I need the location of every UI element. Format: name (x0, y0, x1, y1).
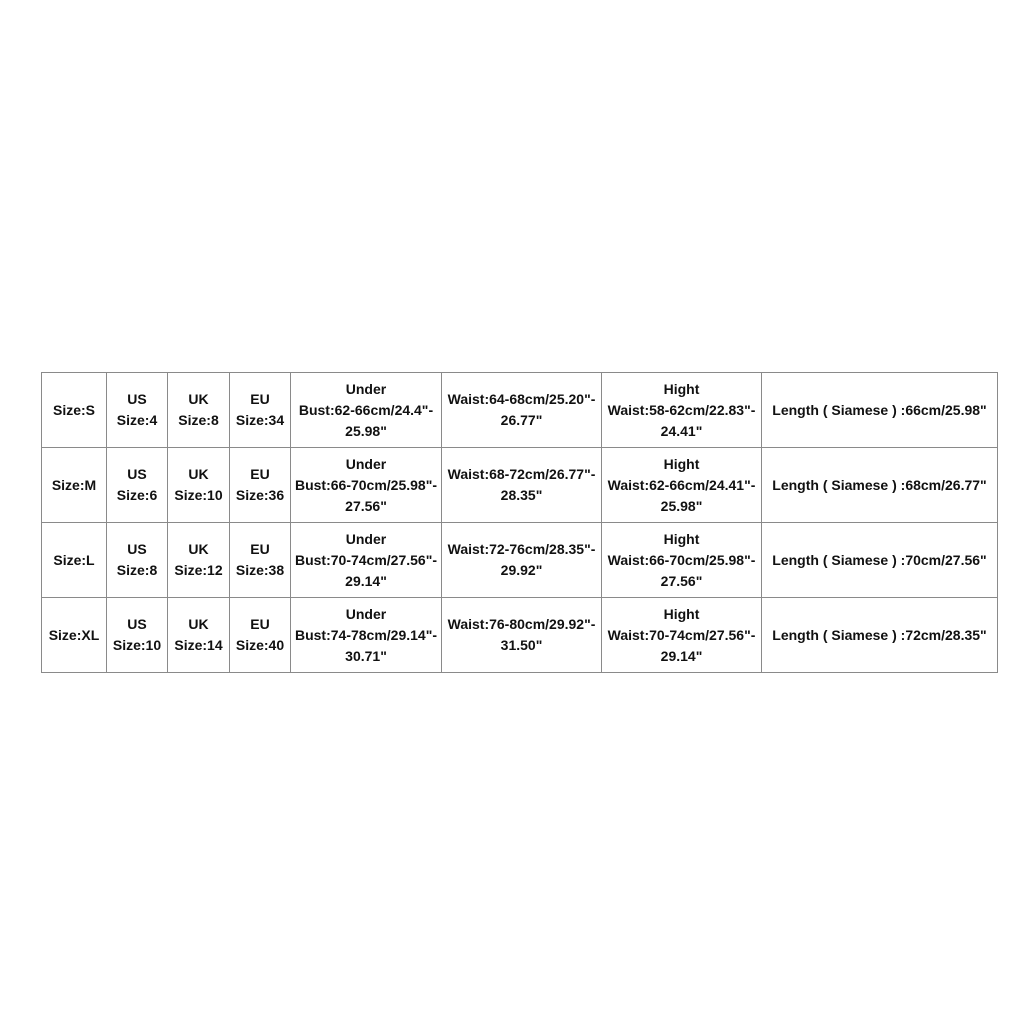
waist-range-end: 29.92" (500, 562, 543, 578)
size-cell (42, 373, 107, 448)
under-bust-cell (291, 448, 442, 523)
uk-size-value: Size:14 (174, 637, 223, 653)
size-label: Size:M (51, 476, 97, 493)
uk-size-cell (168, 598, 230, 673)
uk-size-cell (168, 373, 230, 448)
under-bust-label: Under (345, 605, 387, 622)
length-cell (762, 598, 998, 673)
uk-size-value: Size:12 (174, 562, 223, 578)
uk-size-cell (168, 448, 230, 523)
waist-range-end: 26.77" (500, 412, 543, 428)
waist-cell (442, 373, 602, 448)
waist-cell (442, 598, 602, 673)
uk-size-value: Size:8 (178, 412, 219, 428)
hight-label: Hight (663, 605, 700, 622)
waist-cell (442, 523, 602, 598)
uk-label: UK (188, 391, 209, 407)
under-bust-range-end: 30.71" (345, 647, 387, 664)
waist-range: Waist:76-80cm/29.92"- (447, 616, 596, 632)
waist-range-end: 28.35" (500, 487, 543, 503)
waist-range: Waist:68-72cm/26.77"- (447, 466, 596, 482)
under-bust-range: Bust:62-66cm/24.4"- (298, 401, 434, 418)
size-label: Size:XL (48, 626, 100, 643)
length-value: Length ( Siamese ) :70cm/27.56" (772, 551, 987, 568)
uk-label: UK (188, 616, 209, 632)
size-label: Size:L (53, 551, 95, 568)
waist-range: Waist:72-76cm/28.35"- (447, 541, 596, 557)
eu-size-value: Size:38 (235, 562, 285, 578)
hight-waist-range: Waist:70-74cm/27.56"- (607, 626, 756, 643)
waist-cell (442, 448, 602, 523)
size-chart-table (41, 372, 998, 673)
eu-size-value: Size:34 (235, 412, 285, 428)
eu-size-cell (230, 448, 291, 523)
under-bust-cell (291, 598, 442, 673)
hight-waist-range-end: 25.98" (660, 497, 703, 514)
eu-size-cell (230, 523, 291, 598)
eu-label: EU (250, 391, 270, 407)
hight-label: Hight (663, 455, 700, 472)
uk-label: UK (188, 541, 209, 557)
under-bust-cell (291, 373, 442, 448)
uk-label: UK (188, 466, 209, 482)
under-bust-range: Bust:74-78cm/29.14"- (294, 626, 438, 643)
hight-waist-range: Waist:66-70cm/25.98"- (607, 551, 756, 568)
length-value: Length ( Siamese ) :68cm/26.77" (772, 476, 987, 493)
waist-range-end: 31.50" (500, 637, 543, 653)
under-bust-range: Bust:66-70cm/25.98"- (294, 476, 438, 493)
table-row (42, 523, 998, 598)
length-value: Length ( Siamese ) :66cm/25.98" (772, 401, 987, 418)
us-size-value: Size:10 (112, 637, 162, 653)
us-size-cell (107, 598, 168, 673)
under-bust-label: Under (345, 380, 387, 397)
under-bust-range-end: 25.98" (345, 422, 387, 439)
eu-size-cell (230, 373, 291, 448)
hight-waist-range: Waist:58-62cm/22.83"- (607, 401, 756, 418)
uk-size-value: Size:10 (174, 487, 223, 503)
hight-label: Hight (663, 380, 700, 397)
us-size-cell (107, 373, 168, 448)
length-cell (762, 448, 998, 523)
us-label: US (127, 616, 147, 632)
hight-waist-range-end: 29.14" (660, 647, 703, 664)
hight-label: Hight (663, 530, 700, 547)
us-size-cell (107, 523, 168, 598)
hight-waist-range: Waist:62-66cm/24.41"- (607, 476, 756, 493)
under-bust-cell (291, 523, 442, 598)
uk-size-cell (168, 523, 230, 598)
under-bust-range: Bust:70-74cm/27.56"- (294, 551, 438, 568)
under-bust-range-end: 29.14" (345, 572, 387, 589)
hight-waist-cell (602, 448, 762, 523)
length-value: Length ( Siamese ) :72cm/28.35" (772, 626, 987, 643)
us-label: US (127, 391, 147, 407)
us-size-value: Size:6 (116, 487, 158, 503)
us-size-value: Size:4 (116, 412, 158, 428)
size-cell (42, 523, 107, 598)
table-row (42, 373, 998, 448)
us-size-cell (107, 448, 168, 523)
length-cell (762, 523, 998, 598)
table-row (42, 448, 998, 523)
eu-label: EU (250, 541, 270, 557)
eu-size-value: Size:36 (235, 487, 285, 503)
table-row (42, 598, 998, 673)
eu-label: EU (250, 616, 270, 632)
under-bust-label: Under (345, 455, 387, 472)
us-label: US (127, 541, 147, 557)
hight-waist-cell (602, 523, 762, 598)
under-bust-label: Under (345, 530, 387, 547)
length-cell (762, 373, 998, 448)
hight-waist-cell (602, 373, 762, 448)
size-label: Size:S (52, 401, 95, 418)
hight-waist-cell (602, 598, 762, 673)
us-label: US (127, 466, 147, 482)
size-cell (42, 448, 107, 523)
eu-size-value: Size:40 (235, 637, 285, 653)
hight-waist-range-end: 24.41" (660, 422, 703, 439)
size-cell (42, 598, 107, 673)
eu-size-cell (230, 598, 291, 673)
under-bust-range-end: 27.56" (345, 497, 387, 514)
hight-waist-range-end: 27.56" (660, 572, 703, 589)
eu-label: EU (250, 466, 270, 482)
us-size-value: Size:8 (116, 562, 158, 578)
waist-range: Waist:64-68cm/25.20"- (447, 391, 596, 407)
